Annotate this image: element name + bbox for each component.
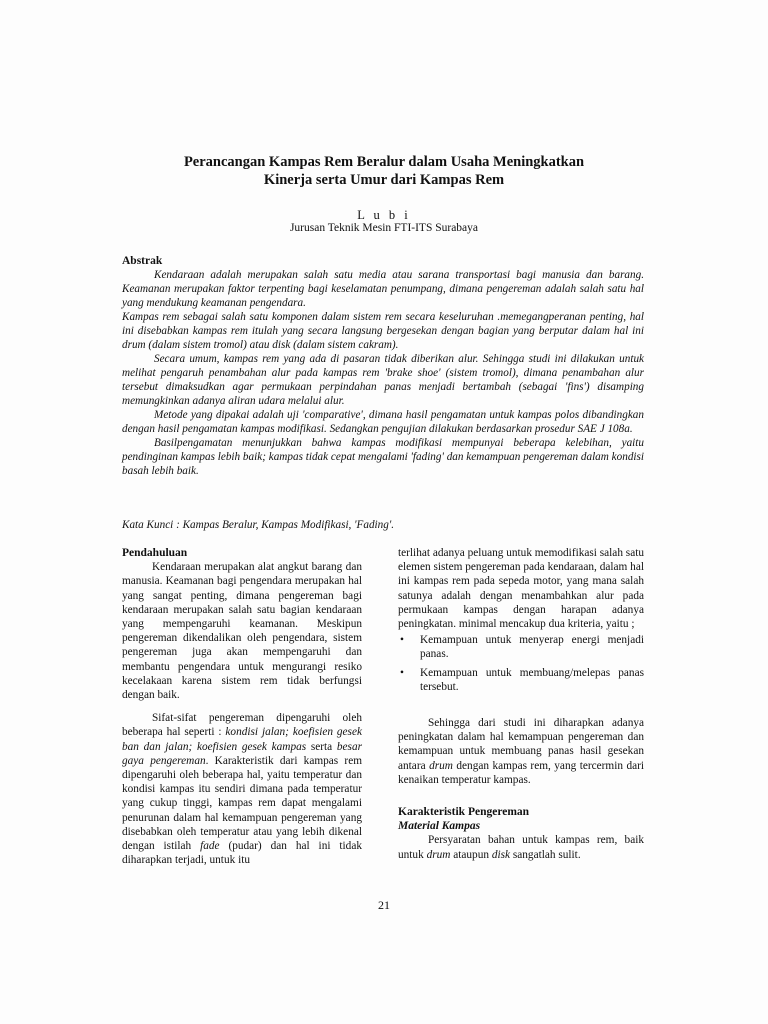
list-item: • Kemampuan untuk membuang/melepas panas tersebut. bbox=[400, 666, 644, 693]
bullet-icon: • bbox=[400, 666, 404, 679]
body-paragraph: Sehingga dari studi ini diharapkan adanya peningkatan dalam hal kemampuan pengereman dan kemampuan untuk membuang panas hasil gesekan antara drum dengan kampas rem, yang tercermin dari kenaikan temperatur kampas. bbox=[398, 717, 645, 786]
abstract-paragraph: Kampas rem sebagai salah satu komponen dalam sistem rem secara keseluruhan .memegangperanan penting, hal ini disebabkan kampas rem itulah yang secara langsung bergesekan dengan bagian yang berputar dalam hal ini drum (dalam sistem tromol) atau disk (dalam sistem cakram). bbox=[122, 311, 644, 351]
abstract-paragraph: Metode yang dipakai adalah uji 'comparative', dimana hasil pengamatan untuk kampas polos dibandingkan dengan hasil pengamatan kampas modifikasi. Sedangkan pengujian dilakukan berdasarkan prosedur SAE J 108a. bbox=[122, 409, 644, 435]
author-name: L u b i bbox=[357, 208, 411, 222]
body-paragraph: Persyaratan bahan untuk kampas rem, baik untuk drum ataupun disk sangatlah sulit. bbox=[398, 834, 644, 861]
abstract-section bbox=[122, 254, 644, 478]
abstract-paragraph: Basilpengamatan menunjukkan bahwa kampas modifikasi mempunyai beberapa kelebihan, yaitu pendinginan kampas lebih baik; kampas tidak cepat mengalami 'fading' dan kemampuan pengereman dalam kondisi basah lebih baik. bbox=[122, 437, 644, 477]
list-item: • Kemampuan untuk menyerap energi menjadi panas. bbox=[400, 634, 644, 661]
subsection-heading-material: Material Kampas bbox=[398, 820, 481, 833]
section-heading-introduction: Pendahuluan bbox=[122, 547, 188, 559]
body-paragraph: Kendaraan merupakan alat angkut barang dan manusia. Keamanan bagi pengendara merupakan hal yang sangat penting, dimana pengereman bagi kendaraan merupakan salah satu bagian kendaraan yang mempengaruhi keamanan. Meskipun pengereman dikendalikan oleh pengendara, sistem pengereman juga akan mempengaruhi dan membantu pengendara untuk mengurangi resiko kecelakaan karena sistem rem tidak berfungsi dengan baik. bbox=[122, 561, 362, 702]
keywords: Kata Kunci : Kampas Beralur, Kampas Modifikasi, 'Fading'. bbox=[122, 519, 395, 531]
section-heading-braking-characteristics: Karakteristik Pengereman bbox=[398, 806, 530, 819]
left-column bbox=[122, 546, 362, 867]
title-line-1: Perancangan Kampas Rem Beralur dalam Usaha Meningkatkan bbox=[183, 154, 585, 170]
body-paragraph: terlihat adanya peluang untuk memodifikasi salah satu elemen sistem pengereman pada kendaraan, dalam hal ini kampas rem pada sepeda motor, yang mana salah satunya adalah dengan menambahkan alur pada permukaan kampas dengan harapan adanya peningkatan. minimal mencakup dua kriteria, yaitu ; bbox=[398, 547, 644, 631]
paper-title bbox=[120, 153, 648, 189]
abstract-paragraph: Secara umum, kampas rem yang ada di pasaran tidak diberikan alur. Sehingga studi ini dilakukan untuk melihat pengaruh penambahan alur pada kampas rem 'brake shoe' (sistem tromol), dimana penambahan alur tersebut dimaksudkan agar permukaan perpindahan panas menjadi bertambah (sebagai 'fins') disamping memungkinkan adanya aliran udara melalui alur. bbox=[122, 353, 644, 407]
page-number: 21 bbox=[378, 898, 390, 912]
abstract-heading: Abstrak bbox=[122, 255, 163, 267]
bullet-icon: • bbox=[400, 634, 404, 647]
body-paragraph: Sifat-sifat pengereman dipengaruhi oleh beberapa hal seperti : kondisi jalan; koefisien gesek ban dan jalan; koefisien gesek kampas serta besar gaya pengereman. Karakteristik dari kampas rem dipengaruhi oleh beberapa hal, yaitu temperatur dan kondisi kampas itu sendiri dimana pada temperatur yang cukup tinggi, kampas rem dapat mengalami penurunan dalam hal kemampuan pengereman yang disebabkan oleh temperatur atau yang lebih dikenal dengan istilah fade (pudar) dan hal ini tidak diharapkan terjadi, untuk itu bbox=[122, 712, 362, 867]
title-line-2: Kinerja serta Umur dari Kampas Rem bbox=[263, 172, 505, 188]
right-column bbox=[398, 546, 644, 862]
abstract-paragraph: Kendaraan adalah merupakan salah satu media atau sarana transportasi bagi manusia dan barang. Keamanan merupakan faktor terpenting bagi keselamatan penumpang, dimana pengereman adalah salah satu hal yang mendukung keamanan pengendara. bbox=[122, 269, 644, 309]
author-affiliation: Jurusan Teknik Mesin FTI-ITS Surabaya bbox=[289, 222, 479, 234]
bullet-list bbox=[398, 633, 644, 694]
